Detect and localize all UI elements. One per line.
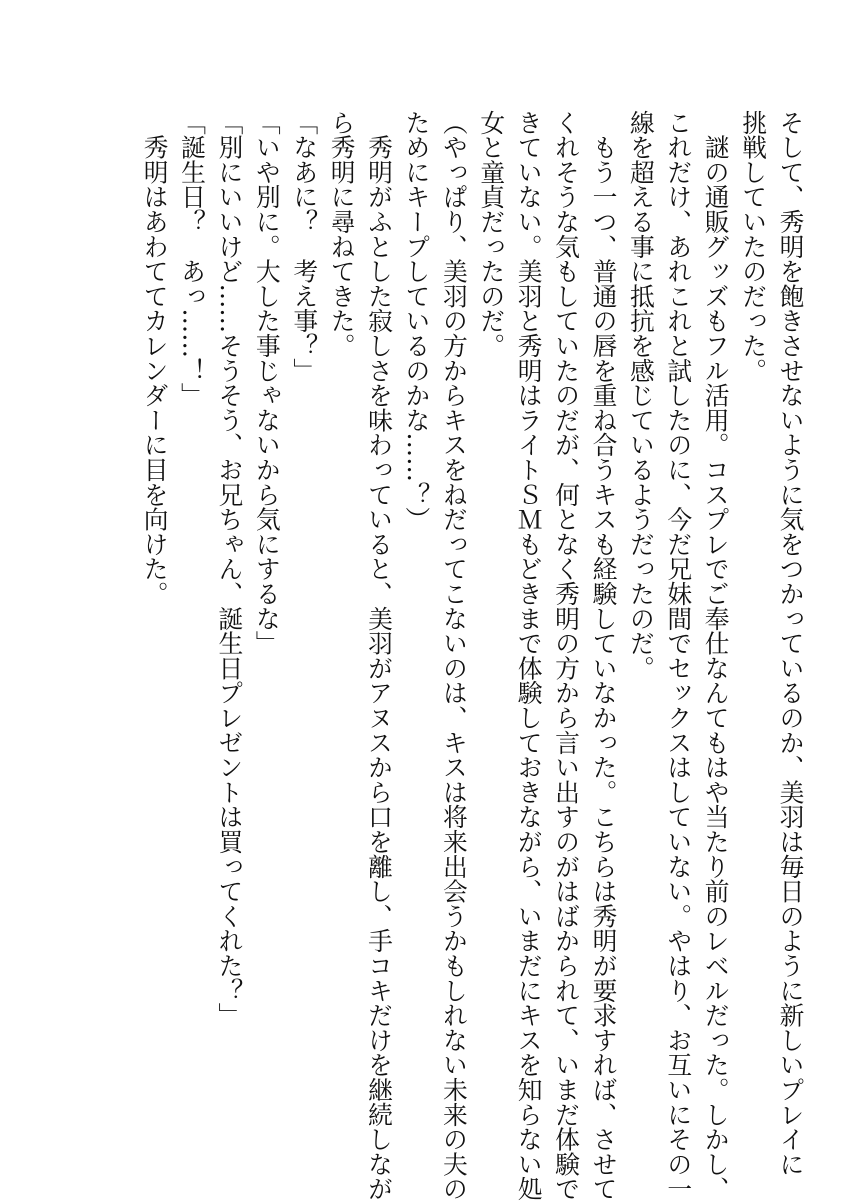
- text-line: ら秀明に尋ねてきた。: [327, 110, 357, 358]
- text-line: 「別にいいけど……そうそう、お兄ちゃん、誕生日プレゼントは買ってくれた？」: [214, 110, 244, 1028]
- text-line: これだけ、あれこれと試したのに、今だ兄妹間でセックスはしていない。やはり、お互いにその一: [663, 110, 693, 1201]
- vertical-text-body: [136, 110, 809, 1201]
- text-line: くれそうな気もしていたのだが、何となく秀明の方から言い出すのがはばかられて、いまだ体験で: [551, 110, 581, 1201]
- text-line: 秀明がふとした寂しさを味わっていると、美羽がアヌスから口を離し、手コキだけを継続しなが: [364, 110, 394, 1201]
- text-line: （やっぱり、美羽の方からキスをねだってこないのは、キスは将来出会うかもしれない未来の夫の: [439, 110, 469, 1201]
- text-line: そして、秀明を飽きさせないように気をつかっているのか、美羽は毎日のように新しいプレイに: [776, 110, 805, 1177]
- text-line: 線を超える事に抵抗を感じているようだったのだ。: [626, 110, 656, 681]
- text-line: 謎の通販グッズもフル活用。コスプレでご奉仕なんてもはや当たり前のレベルだった。しかし、: [701, 110, 731, 1201]
- text-line: 女と童貞だったのだ。: [476, 110, 506, 358]
- text-line: 「誕生日？ あっ……！」: [177, 110, 207, 408]
- text-line: もう一つ、普通の唇を重ね合うキスも経験していなかった。こちらは秀明が要求すれば、させて: [588, 110, 618, 1201]
- text-line: ためにキープしているのかな……？）: [401, 110, 431, 532]
- text-line: きていない。美羽と秀明はライトＳＭもどきまで体験しておきながら、いまだにキスを知らない処: [514, 110, 544, 1201]
- text-line: 「なあに？ 考え事？」: [289, 110, 319, 383]
- text-line: 秀明はあわててカレンダーに目を向けた。: [140, 110, 170, 606]
- text-line: 挑戦していたのだった。: [738, 110, 768, 383]
- text-line: 「いや別に。大した事じゃないから気にするな」: [252, 110, 282, 656]
